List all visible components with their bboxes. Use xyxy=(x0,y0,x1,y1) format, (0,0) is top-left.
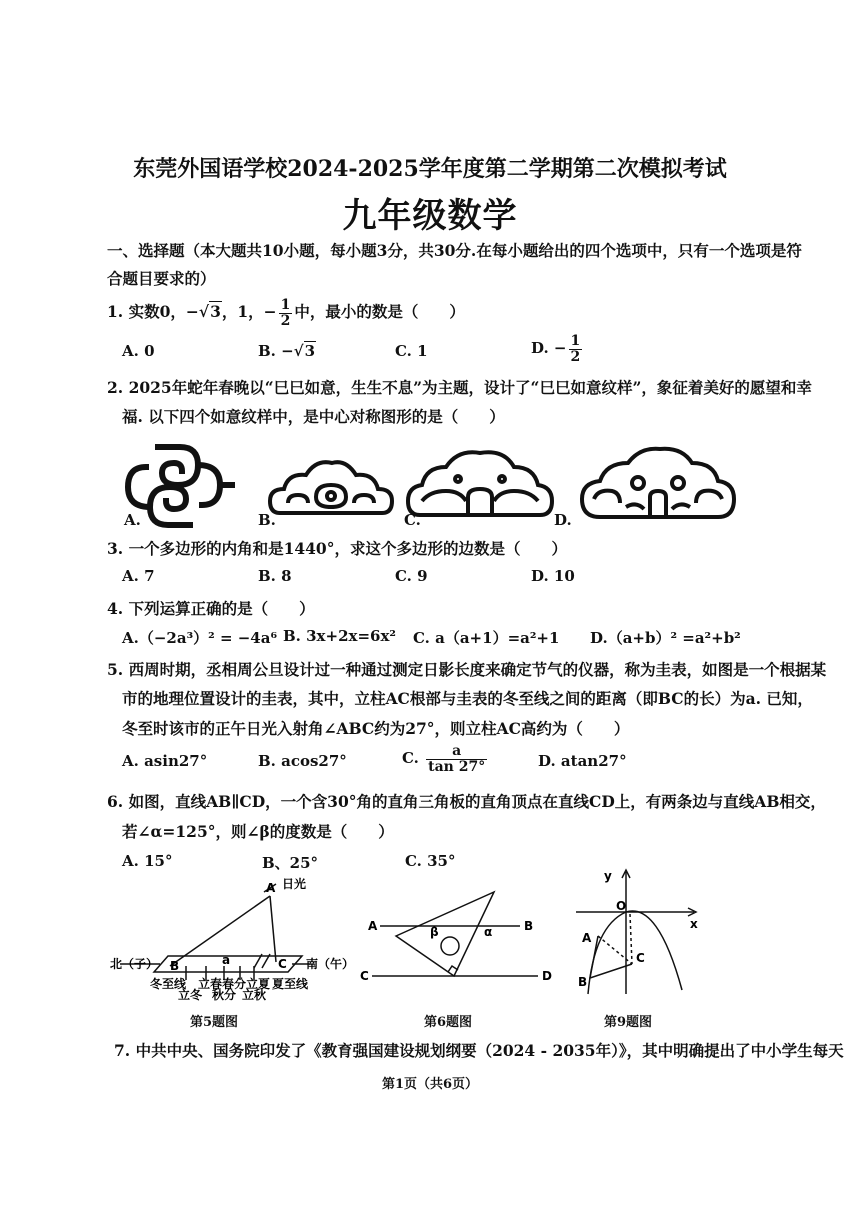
figure-5-gnomon xyxy=(110,876,355,1002)
fig5-term-1: 冬至线 xyxy=(150,977,187,991)
fig5-term-7: 秋分 xyxy=(212,988,237,1002)
figure-5-caption: 第5题图 xyxy=(190,1015,239,1030)
fig9-label-A: A xyxy=(582,931,592,945)
fig6-label-beta: β xyxy=(430,925,439,939)
fig5-label-a: a xyxy=(222,953,231,967)
figure-6-triangle xyxy=(360,884,560,994)
fig5-label-C: C xyxy=(278,957,287,971)
question-7-line1: 7. 中共中央、国务院印发了《教育强国建设规划纲要（2024 - 2035年）》，其中明确提出了中小学生每天 xyxy=(114,1041,844,1060)
fig5-sunlight: 日光 xyxy=(282,877,307,891)
q1-neg-sign: − xyxy=(185,302,199,322)
q1-radicand: 3 xyxy=(210,302,221,322)
pattern-a-icon xyxy=(128,447,232,525)
q5-option-c: C. $\frac{a}{\tan 27^\circ}$ xyxy=(402,743,486,775)
q1-option-d: D. − $\frac{1}{2}$ xyxy=(531,333,581,365)
question-4: 4. 下列运算正确的是（ ） xyxy=(107,599,315,618)
page-number: 第1页（共6页） xyxy=(381,1077,479,1092)
q3-option-c: C. 9 xyxy=(395,567,428,585)
q1-sqrt-sign: √ xyxy=(198,302,210,322)
q2-label-a: A. xyxy=(124,511,141,529)
fig5-term-4: 立夏 xyxy=(246,977,271,991)
fig5-term-2: 立春 xyxy=(198,977,223,991)
fig6-label-A: A xyxy=(368,919,378,933)
fig5-term-8: 立秋 xyxy=(242,988,267,1002)
question-2-line2: 福. 以下四个如意纹样中，是中心对称图形的是（ ） xyxy=(122,407,505,426)
fig5-term-6: 立冬 xyxy=(178,988,203,1002)
q6-option-b: B、25° xyxy=(262,854,319,872)
section1-instruction-line2: 合题目要求的） xyxy=(107,269,216,288)
fig6-label-alpha: α xyxy=(484,925,493,939)
school-exam-title: 东莞外国语学校2024-2025学年度第二学期第二次模拟考试 xyxy=(133,156,727,182)
q3-option-a: A. 7 xyxy=(122,567,155,585)
question-5-line3: 冬至时该市的正午日光入射角∠ABC约为27°，则立柱AC高约为（ ） xyxy=(122,719,630,738)
fig9-label-C: C xyxy=(636,951,645,965)
pattern-d-icon xyxy=(582,449,734,517)
q3-option-d: D. 10 xyxy=(531,567,575,585)
q1-option-b: B. −√3 xyxy=(258,342,315,360)
fig5-north: 北（子） xyxy=(110,957,159,971)
figure-9-parabola xyxy=(570,866,710,1002)
q3-option-b: B. 8 xyxy=(258,567,292,585)
fig5-label-A: A xyxy=(266,881,276,895)
fig5-term-5: 夏至线 xyxy=(272,977,309,991)
pattern-b-icon xyxy=(270,462,392,513)
question-5-line2: 市的地理位置设计的圭表，其中，立柱AC根部与圭表的冬至线之间的距离（即BC的长）为a. 已知， xyxy=(122,689,813,708)
q5-option-b: B. acos27° xyxy=(258,752,347,770)
fig6-label-C: C xyxy=(360,969,369,983)
fig5-label-B: B xyxy=(170,959,180,973)
q1-fraction: $\frac{1}{2}$ xyxy=(280,297,291,329)
question-5-line1: 5. 西周时期，丞相周公旦设计过一种通过测定日影长度来确定节气的仪器，称为圭表，如图是一个根据某 xyxy=(107,660,827,679)
q1-option-a: A. 0 xyxy=(122,342,155,360)
pattern-c-icon xyxy=(408,452,552,515)
fig9-label-O: O xyxy=(616,899,627,913)
question-6-line1: 6. 如图，直线AB∥CD，一个含30°角的直角三角板的直角顶点在直线CD上，有两条边与直线AB相交， xyxy=(107,792,826,811)
q2-label-d: D. xyxy=(554,511,572,529)
figure-9-caption: 第9题图 xyxy=(604,1015,653,1030)
q1-option-c: C. 1 xyxy=(395,342,428,360)
subject-title: 九年级数学 xyxy=(342,196,518,236)
question-2-line1: 2. 2025年蛇年春晚以“巳巳如意，生生不息”为主题，设计了“巳巳如意纹样”，象征着美好的愿望和幸 xyxy=(107,378,812,397)
q2-label-c: C. xyxy=(404,511,421,529)
section1-instruction-line1: 一、选择题（本大题共10小题，每小题3分，共30分.在每小题给出的四个选项中，只有一个选项是符 xyxy=(107,241,802,260)
fig5-south: 南（午） xyxy=(306,957,355,971)
q4-option-c: C. a（a+1）=a²+1 xyxy=(413,629,560,647)
q5-option-d: D. atan27° xyxy=(538,752,627,770)
figure-6-caption: 第6题图 xyxy=(424,1015,473,1030)
q6-option-c: C. 35° xyxy=(405,852,456,870)
fig9-label-B: B xyxy=(578,975,588,989)
q4-option-b: B. 3x+2x=6x² xyxy=(283,627,396,645)
question-1 xyxy=(107,298,465,328)
question-6-line2: 若∠α=125°，则∠β的度数是（ ） xyxy=(122,822,394,841)
fig9-label-x: x xyxy=(690,917,698,931)
fig9-label-y: y xyxy=(604,869,612,883)
fig6-label-D: D xyxy=(542,969,552,983)
q5-option-a: A. asin27° xyxy=(122,752,208,770)
q6-option-a: A. 15° xyxy=(122,852,173,870)
q1-text-mid: ，1， xyxy=(221,302,264,322)
q1-neg-sign-2: − xyxy=(263,302,277,322)
q4-option-a: A.（−2a³）² = −4a⁶ xyxy=(122,629,278,647)
q1-text-pre: 1. 实数0， xyxy=(107,302,186,322)
q1-text-post: 中，最小的数是（ ） xyxy=(294,302,465,322)
q4-option-d: D.（a+b）² =a²+b² xyxy=(590,629,741,647)
fig5-term-3: 春分 xyxy=(222,977,247,991)
q2-label-b: B. xyxy=(258,511,276,529)
question-3: 3. 一个多边形的内角和是1440°，求这个多边形的边数是（ ） xyxy=(107,539,567,558)
fig6-label-B: B xyxy=(524,919,534,933)
q2-pattern-figures xyxy=(120,435,740,535)
